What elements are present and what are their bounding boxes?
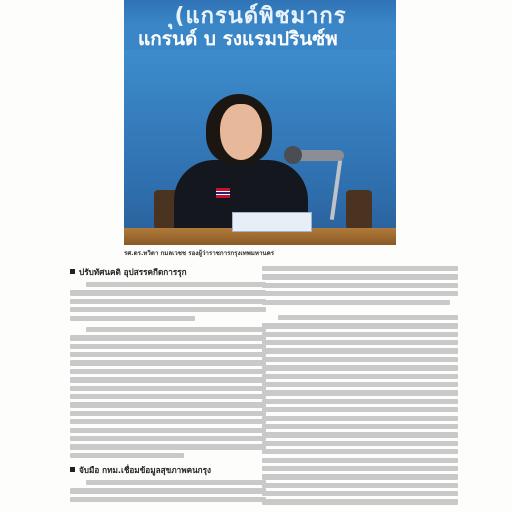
text-line (262, 323, 458, 328)
text-line (262, 374, 458, 379)
text-line (70, 411, 266, 416)
chair-right (346, 190, 372, 230)
text-line (262, 499, 458, 504)
text-line (70, 307, 266, 312)
text-line (262, 458, 458, 463)
text-line (70, 290, 266, 295)
text-line (262, 483, 458, 488)
paragraph-4 (262, 266, 458, 305)
text-line (70, 428, 266, 433)
text-line (262, 291, 458, 296)
text-line (262, 474, 458, 479)
text-line (86, 327, 266, 332)
text-line (70, 335, 266, 340)
paragraph-5 (262, 315, 458, 505)
text-line (70, 369, 266, 374)
right-column (262, 266, 458, 511)
text-line (262, 432, 458, 437)
text-line (86, 480, 266, 485)
text-line (70, 436, 266, 441)
text-line (70, 394, 266, 399)
event-photo (124, 0, 396, 245)
text-line (262, 382, 458, 387)
text-line (262, 283, 458, 288)
text-line (262, 357, 458, 362)
text-line (70, 402, 266, 407)
microphone-icon (284, 146, 302, 164)
text-line (262, 416, 458, 421)
text-line (70, 352, 266, 357)
text-line (86, 282, 266, 287)
section-heading-2 (70, 464, 266, 477)
section-heading-2-text: จับมือ กทม.เชื่อมข้อมูลสุขภาพคนกรุง (79, 465, 212, 476)
text-line (262, 300, 450, 305)
text-line (262, 348, 458, 353)
section-heading-1-text: ปรับทัศนคติ อุปสรรคกีดการรุก (79, 267, 187, 277)
text-line (262, 365, 458, 370)
text-line (70, 444, 266, 449)
text-line (70, 488, 266, 493)
text-line (70, 299, 266, 304)
text-line (262, 466, 458, 471)
text-line (70, 386, 266, 391)
flag-pin-icon (216, 188, 230, 198)
banner-text-line1: ุ(แกรนด์พิชมากร (173, 4, 347, 29)
text-line (262, 274, 458, 279)
text-line (262, 340, 458, 345)
paragraph-2 (70, 327, 266, 458)
text-line (262, 441, 458, 446)
photo-caption: รศ.ดร.ทวิดา กมลเวชช รองผู้ว่าราชการกรุงเทพมหานคร (124, 250, 275, 257)
bullet-icon (70, 269, 75, 274)
text-line (262, 449, 458, 454)
text-line (70, 453, 184, 458)
speaker-face (220, 104, 262, 160)
banner-text-line2: แกรนด์ บ รงแรมปรินซ์พ (138, 28, 338, 50)
name-plate (232, 212, 312, 232)
text-line (70, 360, 266, 365)
section-heading-1 (70, 266, 266, 279)
left-column (70, 266, 266, 508)
text-line (70, 497, 266, 502)
text-line (70, 377, 266, 382)
bullet-icon (70, 467, 75, 472)
text-line (262, 266, 458, 271)
paragraph-3 (70, 480, 266, 502)
text-line (262, 390, 458, 395)
text-line (262, 332, 458, 337)
text-line (262, 407, 458, 412)
paragraph-1 (70, 282, 266, 321)
text-line (262, 424, 458, 429)
text-line (70, 316, 195, 321)
text-line (278, 315, 458, 320)
text-line (70, 344, 266, 349)
text-line (70, 419, 266, 424)
text-line (262, 399, 458, 404)
text-line (262, 491, 458, 496)
